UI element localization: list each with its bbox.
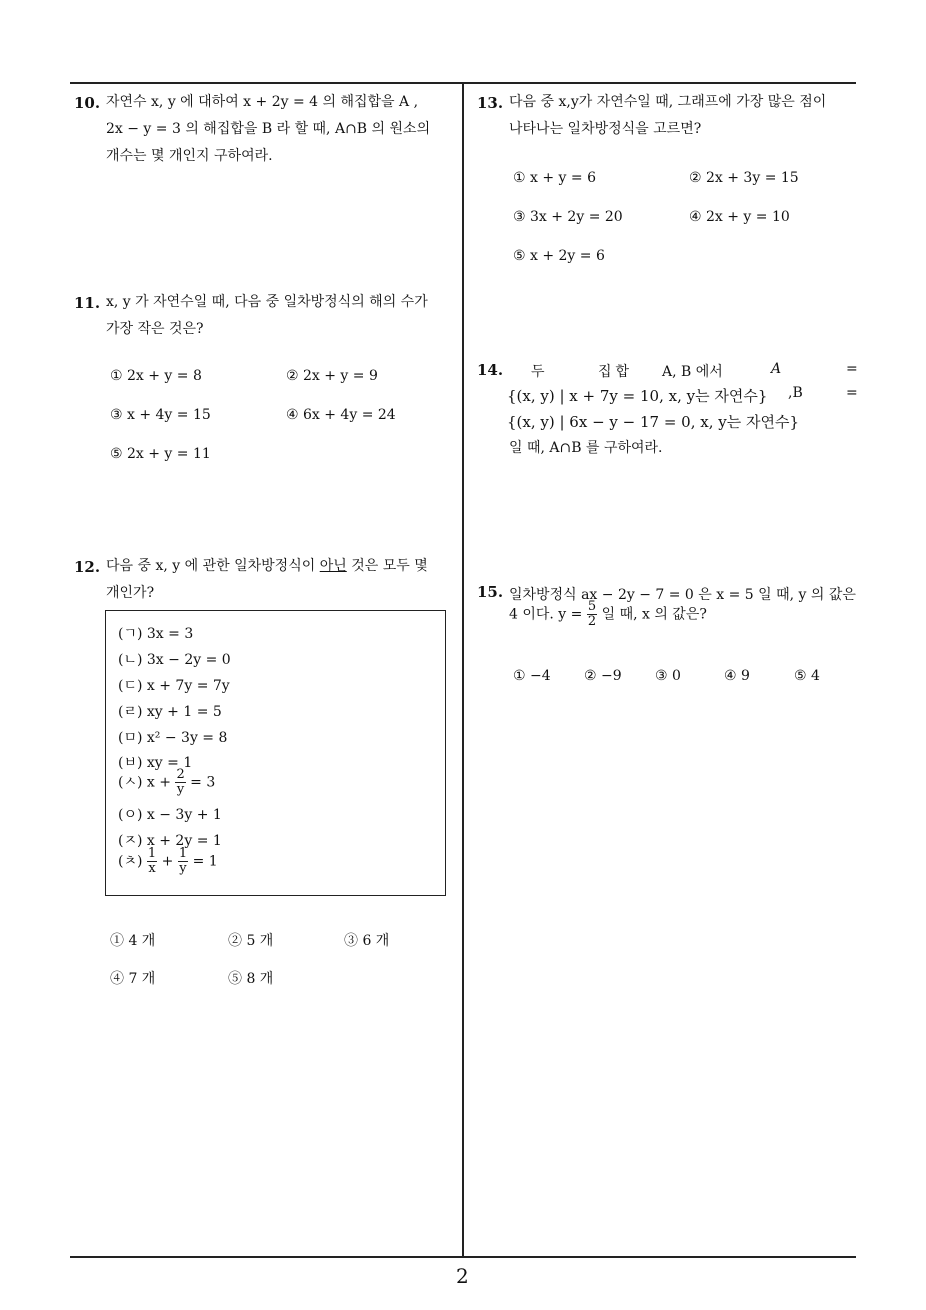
question-12-line-2: 개인가? — [106, 585, 155, 601]
question-15-option-4[interactable]: ④ 9 — [724, 668, 750, 684]
question-13-option-3[interactable]: ③ 3x + 2y = 20 — [513, 209, 623, 225]
question-10-line-2: 2x − y = 3 의 해집합을 B 라 할 때, A∩B 의 원소의 — [106, 121, 431, 137]
question-11-option-3[interactable]: ③ x + 4y = 15 — [110, 407, 211, 423]
fraction-denominator: y — [179, 861, 187, 876]
question-12-item-5: (ㅁ) x² − 3y = 8 — [118, 730, 228, 746]
column-divider — [462, 82, 464, 1257]
question-11-line-1: x, y 가 자연수일 때, 다음 중 일차방정식의 해의 수가 — [106, 294, 428, 310]
fraction-numerator: 1 — [178, 846, 188, 861]
question-13-option-5[interactable]: ⑤ x + 2y = 6 — [513, 248, 605, 264]
question-12-item-4: (ㄹ) xy + 1 = 5 — [118, 704, 222, 720]
question-12-item-6: (ㅂ) xy = 1 — [118, 755, 193, 771]
fraction-denominator: y — [176, 782, 185, 797]
question-14-line-4: 일 때, A∩B 를 구하여라. — [509, 440, 663, 456]
question-15-line-2-post: 일 때, x 의 값은? — [601, 606, 707, 623]
question-12-option-2[interactable]: ② 5 개 — [228, 933, 274, 949]
question-12-item-10-fraction-2 — [178, 847, 188, 876]
bottom-rule — [70, 1256, 856, 1258]
fraction-denominator: 2 — [587, 614, 597, 629]
question-10-line-1: 자연수 x, y 에 대하여 x + 2y = 4 의 해집합을 A , — [106, 94, 419, 110]
question-12-number: 12. — [74, 558, 101, 576]
question-15-fraction — [587, 600, 597, 629]
fraction-numerator: 2 — [176, 767, 185, 782]
question-15-option-3[interactable]: ③ 0 — [655, 668, 681, 684]
question-13-option-2[interactable]: ② 2x + 3y = 15 — [689, 170, 799, 186]
question-14-word-3: A, B 에서 — [662, 364, 723, 380]
page-number: 2 — [456, 1264, 469, 1288]
question-12-item-8: (ㅇ) x − 3y + 1 — [118, 807, 222, 823]
question-14-word-5: = — [846, 361, 858, 377]
question-11-text — [106, 289, 456, 343]
fraction-denominator: x — [148, 861, 156, 876]
question-14-word-2: 집합 — [598, 364, 634, 380]
question-11-option-4[interactable]: ④ 6x + 4y = 24 — [286, 407, 396, 423]
fraction-numerator: 1 — [147, 846, 157, 861]
question-12-option-4[interactable]: ④ 7 개 — [110, 971, 156, 987]
question-12-line-1-pre: 다음 중 x, y 에 관한 일차방정식이 — [106, 558, 320, 574]
question-13-option-1[interactable]: ① x + y = 6 — [513, 170, 596, 186]
question-12-item-10-plus: + — [161, 853, 174, 870]
question-12-item-1: (ㄱ) 3x = 3 — [118, 626, 194, 642]
question-11-option-1[interactable]: ① 2x + y = 8 — [110, 368, 202, 384]
question-12-item-10-tail: = 1 — [192, 853, 218, 870]
question-12-line-1-post: 것은 모두 몇 — [346, 558, 428, 574]
question-15-option-2[interactable]: ② −9 — [584, 668, 622, 684]
question-14-number: 14. — [477, 361, 504, 379]
question-10-line-3: 개수는 몇 개인지 구하여라. — [106, 148, 273, 164]
question-10-number: 10. — [74, 94, 101, 112]
question-13-line-1: 다음 중 x,y가 자연수일 때, 그래프에 가장 많은 점이 — [509, 94, 827, 110]
question-12-item-2: (ㄴ) 3x − 2y = 0 — [118, 652, 231, 668]
question-12-underlined-word: 아닌 — [319, 558, 347, 574]
question-14-word-4: A — [771, 361, 782, 377]
question-11-option-2[interactable]: ② 2x + y = 9 — [286, 368, 378, 384]
question-14-line-2-c: = — [846, 385, 858, 401]
question-12-item-3: (ㄷ) x + 7y = 7y — [118, 678, 230, 694]
question-13-text — [509, 89, 859, 143]
question-15-line-2 — [509, 600, 707, 629]
question-14-line-3: {(x, y) | 6x − y − 17 = 0, x, y는 자연수} — [507, 413, 800, 431]
question-15-option-5[interactable]: ⑤ 4 — [794, 668, 820, 684]
question-13-line-2: 나타나는 일차방정식을 고르면? — [509, 121, 702, 137]
question-12-item-10-fraction-1 — [147, 847, 157, 876]
question-12-option-5[interactable]: ⑤ 8 개 — [228, 971, 274, 987]
question-12-line-1 — [106, 553, 456, 580]
question-12-item-7-fraction — [175, 768, 185, 797]
question-12-option-1[interactable]: ① 4 개 — [110, 933, 156, 949]
question-10-text — [106, 89, 456, 170]
question-11-line-2: 가장 작은 것은? — [106, 321, 204, 337]
question-12-text — [106, 553, 456, 607]
question-15-option-1[interactable]: ① −4 — [513, 668, 551, 684]
question-11-number: 11. — [74, 294, 101, 312]
question-12-item-7 — [118, 768, 215, 797]
question-15-line-2-pre: 4 이다. y = — [509, 606, 583, 623]
question-14-line-2-b: ,B — [788, 385, 803, 401]
question-14-line-2: {(x, y) | x + 7y = 10, x, y는 자연수} — [507, 387, 768, 405]
question-12-item-7-label: (ㅅ) x + — [118, 774, 171, 791]
question-12-item-7-tail: = 3 — [190, 774, 216, 791]
question-12-option-3[interactable]: ③ 6 개 — [344, 933, 390, 949]
question-14-word-1: 두 — [531, 364, 545, 380]
question-15-number: 15. — [477, 583, 504, 601]
question-12-item-9: (ㅈ) x + 2y = 1 — [118, 833, 222, 849]
question-13-option-4[interactable]: ④ 2x + y = 10 — [689, 209, 790, 225]
question-11-option-5[interactable]: ⑤ 2x + y = 11 — [110, 446, 211, 462]
question-15-line-1: 일차방정식 ax − 2y − 7 = 0 은 x = 5 일 때, y 의 값은 — [509, 587, 856, 603]
fraction-numerator: 5 — [587, 599, 597, 614]
question-12-item-10 — [118, 847, 218, 876]
question-12-item-10-label: (ㅊ) — [118, 853, 143, 870]
question-13-number: 13. — [477, 94, 504, 112]
